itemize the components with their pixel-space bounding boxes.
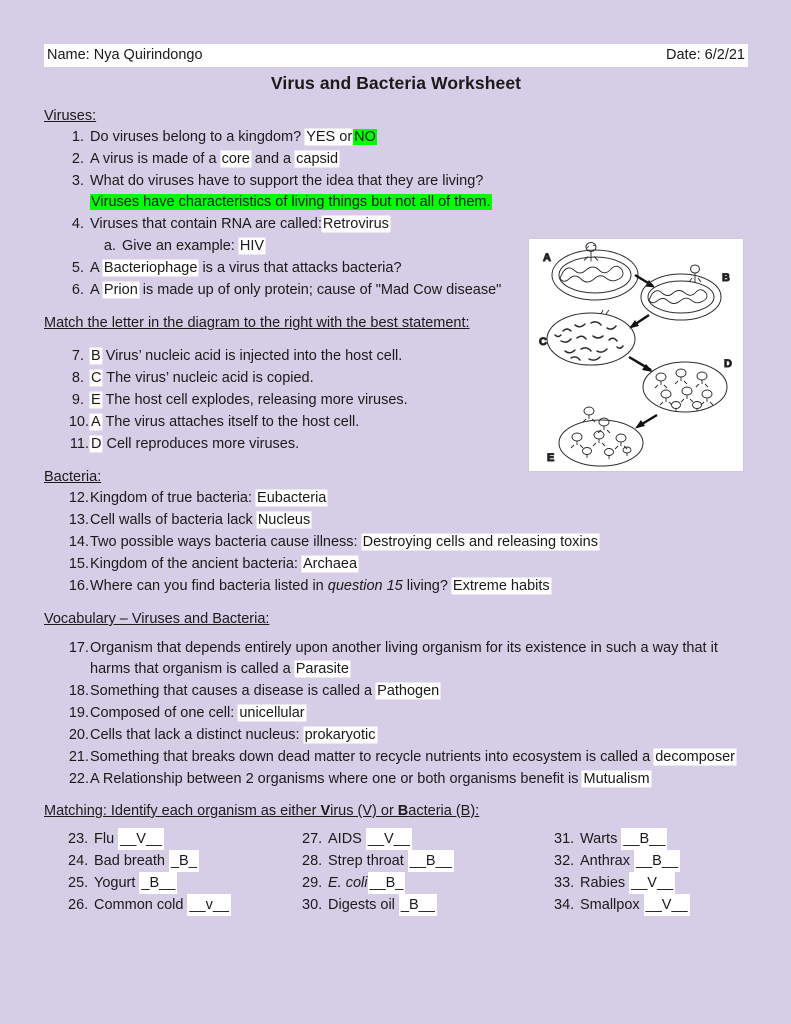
- item-term: Digests oil: [328, 897, 399, 913]
- question-text-mid: and a: [250, 151, 296, 167]
- diagram-label-e: E: [547, 452, 555, 464]
- question-number: 2.: [71, 151, 84, 167]
- statement-text: Virus’ nucleic acid is injected into the host cell.: [101, 348, 403, 364]
- item-term: Smallpox: [580, 897, 644, 913]
- question-number: 7.: [71, 348, 84, 364]
- question-22: [44, 769, 748, 790]
- question-19: [44, 703, 748, 724]
- statement-text: The virus’ nucleic acid is copied.: [102, 370, 314, 386]
- question-body: [90, 638, 748, 680]
- list-item: [68, 850, 302, 872]
- statement-text: Cell reproduces more viruses.: [102, 436, 300, 452]
- question-text: Two possible ways bacteria cause illness:: [90, 534, 362, 550]
- question-number: 13.: [68, 512, 89, 528]
- answer-blank[interactable]: __B_: [368, 872, 406, 894]
- matching-column-2: [302, 828, 554, 916]
- answer-parasite[interactable]: Parasite: [295, 661, 349, 677]
- vocabulary-question-list: [44, 638, 748, 790]
- question-number: 5.: [71, 260, 84, 276]
- page-title: Virus and Bacteria Worksheet: [270, 73, 522, 93]
- question-body: [90, 769, 748, 790]
- question-body: [90, 554, 748, 575]
- question-text: Give an example:: [122, 238, 239, 254]
- question-number: a.: [103, 238, 116, 254]
- question-number: 10.: [68, 414, 89, 430]
- question-text: A virus is made of a: [90, 151, 221, 167]
- question-body: [90, 747, 748, 768]
- answer-blank[interactable]: __V__: [644, 894, 690, 916]
- question-text: Something that breaks down dead matter to recycle nutrients into ecosystem is called a: [90, 749, 655, 765]
- list-item: [554, 872, 748, 894]
- item-term: E. coli: [328, 875, 368, 891]
- question-number: 19.: [68, 705, 89, 721]
- question-number: 17.: [68, 640, 89, 656]
- list-item: [68, 828, 302, 850]
- matching-column-3: [554, 828, 748, 916]
- question-number: 12.: [68, 490, 89, 506]
- question-text: Kingdom of true bacteria:: [90, 490, 257, 506]
- question-text-post: is a virus that attacks bacteria?: [198, 260, 402, 276]
- answer-illness-ways[interactable]: Destroying cells and releasing toxins: [362, 534, 598, 550]
- question-body: [90, 532, 748, 553]
- question-text: Organism that depends entirely upon another living organism for its existence in such a way that it harms that organism is called a: [90, 640, 718, 677]
- date-field[interactable]: Date: 6/2/21: [666, 47, 745, 63]
- question-body: [90, 510, 748, 531]
- question-text: Composed of one cell:: [90, 705, 239, 721]
- question-number: 18.: [68, 683, 89, 699]
- item-number: 32.: [554, 853, 575, 869]
- question-2: [44, 149, 748, 170]
- question-number: 22.: [68, 771, 89, 787]
- question-number: 14.: [68, 534, 89, 550]
- answer-eubacteria[interactable]: Eubacteria: [257, 490, 327, 506]
- question-body: [90, 127, 748, 148]
- question-body: [90, 171, 560, 213]
- answer-blank[interactable]: __V__: [629, 872, 675, 894]
- question-20: [44, 725, 748, 746]
- worksheet-content: [44, 44, 748, 916]
- list-item: [554, 894, 748, 916]
- heading-vocabulary: Vocabulary – Viruses and Bacteria:: [44, 611, 270, 627]
- question-number: 11.: [69, 436, 89, 452]
- item-term: Yogurt: [94, 875, 140, 891]
- answer-living-characteristics[interactable]: Viruses have characteristics of living things but not all of them.: [91, 194, 491, 210]
- answer-archaea[interactable]: Archaea: [303, 556, 358, 572]
- question-16: [44, 576, 748, 597]
- section-matching-vb: [44, 790, 748, 916]
- item-number: 34.: [554, 897, 575, 913]
- matching-heading-pre: Matching: Identify each organism as either: [44, 803, 321, 819]
- question-text: A: [90, 260, 103, 276]
- question-number: 16.: [68, 578, 89, 594]
- question-text: Cell walls of bacteria lack: [90, 512, 257, 528]
- question-text: What do viruses have to support the idea that they are living?: [90, 173, 484, 189]
- diagram-label-a: A: [543, 252, 551, 264]
- answer-letter[interactable]: A: [91, 414, 101, 430]
- question-body: [90, 703, 748, 724]
- answer-hiv[interactable]: HIV: [239, 238, 265, 254]
- item-term: Anthrax: [580, 853, 634, 869]
- answer-blank[interactable]: __B__: [408, 850, 454, 872]
- question-text: A Relationship between 2 organisms where one or both organisms benefit is: [90, 771, 583, 787]
- question-number: 8.: [71, 370, 84, 386]
- section-vocabulary: [44, 597, 748, 790]
- question-body: [90, 725, 748, 746]
- diagram-label-c: C: [539, 336, 547, 348]
- question-17: [44, 638, 748, 680]
- item-number: 31.: [554, 831, 575, 847]
- matching-heading-v: V: [320, 803, 331, 819]
- question-text: Do viruses belong to a kingdom?: [90, 129, 306, 145]
- matching-heading-b: B: [397, 803, 409, 819]
- diagram-label-d: D: [724, 358, 732, 370]
- question-18: [44, 681, 748, 702]
- item-number: 23.: [68, 831, 89, 847]
- item-number: 33.: [554, 875, 575, 891]
- list-item: [554, 828, 748, 850]
- item-term: AIDS: [328, 831, 366, 847]
- answer-blank[interactable]: __V__: [118, 828, 164, 850]
- question-1: [44, 127, 748, 148]
- answer-nucleus[interactable]: Nucleus: [257, 512, 311, 528]
- answer-capsid[interactable]: capsid: [296, 151, 339, 167]
- question-body: [90, 149, 748, 170]
- list-item: [302, 894, 554, 916]
- list-item: [68, 894, 302, 916]
- item-number: 26.: [68, 897, 89, 913]
- question-14: [44, 532, 748, 553]
- question-3: [44, 171, 748, 213]
- answer-mutualism[interactable]: Mutualism: [583, 771, 650, 787]
- question-text: Something that causes a disease is called a: [90, 683, 377, 699]
- answer-letter[interactable]: C: [91, 370, 102, 386]
- question-body: [90, 681, 748, 702]
- item-term: Common cold: [94, 897, 188, 913]
- question-text: Kingdom of the ancient bacteria:: [90, 556, 302, 572]
- diagram-label-b: B: [722, 272, 730, 284]
- list-item: [302, 850, 554, 872]
- heading-bacteria: Bacteria:: [44, 469, 102, 485]
- question-number: 21.: [68, 749, 89, 765]
- question-body: [90, 576, 748, 597]
- list-item: [68, 872, 302, 894]
- answer-pathogen[interactable]: Pathogen: [377, 683, 440, 699]
- item-term: Rabies: [580, 875, 630, 891]
- question-21: [44, 747, 748, 768]
- answer-blank[interactable]: __B__: [621, 828, 667, 850]
- answer-blank[interactable]: __B__: [634, 850, 680, 872]
- student-name-field[interactable]: Name: Nya Quirindongo: [47, 47, 203, 63]
- item-number: 29.: [302, 875, 323, 891]
- answer-blank[interactable]: _B__: [139, 872, 177, 894]
- matching-heading-mid: irus (V) or: [330, 803, 398, 819]
- question-15: [44, 554, 748, 575]
- answer-letter[interactable]: D: [91, 436, 102, 452]
- answer-decomposer[interactable]: decomposer: [655, 749, 735, 765]
- question-text: Viruses that contain RNA are called:: [90, 216, 322, 232]
- answer-core[interactable]: core: [221, 151, 250, 167]
- answer-prokaryotic[interactable]: prokaryotic: [304, 727, 376, 743]
- answer-yes[interactable]: YES or: [306, 129, 353, 145]
- section-bacteria: [44, 455, 748, 597]
- answer-prion[interactable]: Prion: [103, 282, 138, 298]
- question-text: Cells that lack a distinct nucleus:: [90, 727, 304, 743]
- item-term: Strep throat: [328, 853, 408, 869]
- bacteriophage-lytic-cycle-diagram: [528, 238, 744, 472]
- question-number: 9.: [71, 392, 84, 408]
- answer-unicellular[interactable]: unicellular: [239, 705, 305, 721]
- heading-match-letters: Match the letter in the diagram to the right with the best statement:: [44, 315, 470, 331]
- question-text-mid: living?: [402, 578, 452, 594]
- question-number: 1.: [71, 129, 84, 145]
- answer-extreme-habits[interactable]: Extreme habits: [452, 578, 550, 594]
- item-number: 28.: [302, 853, 323, 869]
- item-number: 24.: [68, 853, 89, 869]
- question-number: 6.: [71, 282, 84, 298]
- list-item: [554, 850, 748, 872]
- answer-blank[interactable]: __V__: [366, 828, 412, 850]
- question-number: 4.: [71, 216, 84, 232]
- item-number: 25.: [68, 875, 89, 891]
- answer-blank[interactable]: __v__: [187, 894, 231, 916]
- question-reference: question 15: [327, 578, 403, 594]
- item-term: Warts: [580, 831, 622, 847]
- heading-viruses: Viruses:: [44, 108, 97, 124]
- matching-heading-post: acteria (B):: [408, 803, 480, 819]
- item-term: Flu: [94, 831, 119, 847]
- question-number: 20.: [68, 727, 89, 743]
- question-number: 3.: [71, 173, 84, 189]
- question-text: Where can you find bacteria listed in: [90, 578, 328, 594]
- lytic-cycle-svg: [529, 239, 743, 471]
- matching-column-1: [44, 828, 302, 916]
- matching-columns: [44, 828, 748, 916]
- item-number: 30.: [302, 897, 323, 913]
- answer-blank[interactable]: _B__: [399, 894, 437, 916]
- heading-matching-vb: [44, 803, 479, 819]
- answer-retrovirus[interactable]: Retrovirus: [322, 216, 389, 232]
- list-item: [302, 828, 554, 850]
- question-12: [44, 488, 748, 509]
- question-text: A: [90, 282, 103, 298]
- name-date-band: [44, 44, 748, 67]
- answer-letter[interactable]: E: [91, 392, 101, 408]
- question-body: [90, 280, 560, 301]
- answer-no[interactable]: NO: [354, 129, 376, 145]
- question-number: 15.: [68, 556, 89, 572]
- answer-bacteriophage[interactable]: Bacteriophage: [103, 260, 198, 276]
- statement-text: The host cell explodes, releasing more viruses.: [101, 392, 408, 408]
- question-text-post: is made up of only protein; cause of "Mad Cow disease": [138, 282, 502, 298]
- answer-letter[interactable]: B: [91, 348, 101, 364]
- bacteria-question-list: [44, 488, 748, 597]
- question-13: [44, 510, 748, 531]
- item-number: 27.: [302, 831, 323, 847]
- item-term: Bad breath: [94, 853, 169, 869]
- question-body: [90, 488, 748, 509]
- question-body: [90, 214, 748, 235]
- list-item: [302, 872, 554, 894]
- answer-blank[interactable]: _B_: [169, 850, 199, 872]
- statement-text: The virus attaches itself to the host cell.: [101, 414, 360, 430]
- question-4: [44, 214, 748, 235]
